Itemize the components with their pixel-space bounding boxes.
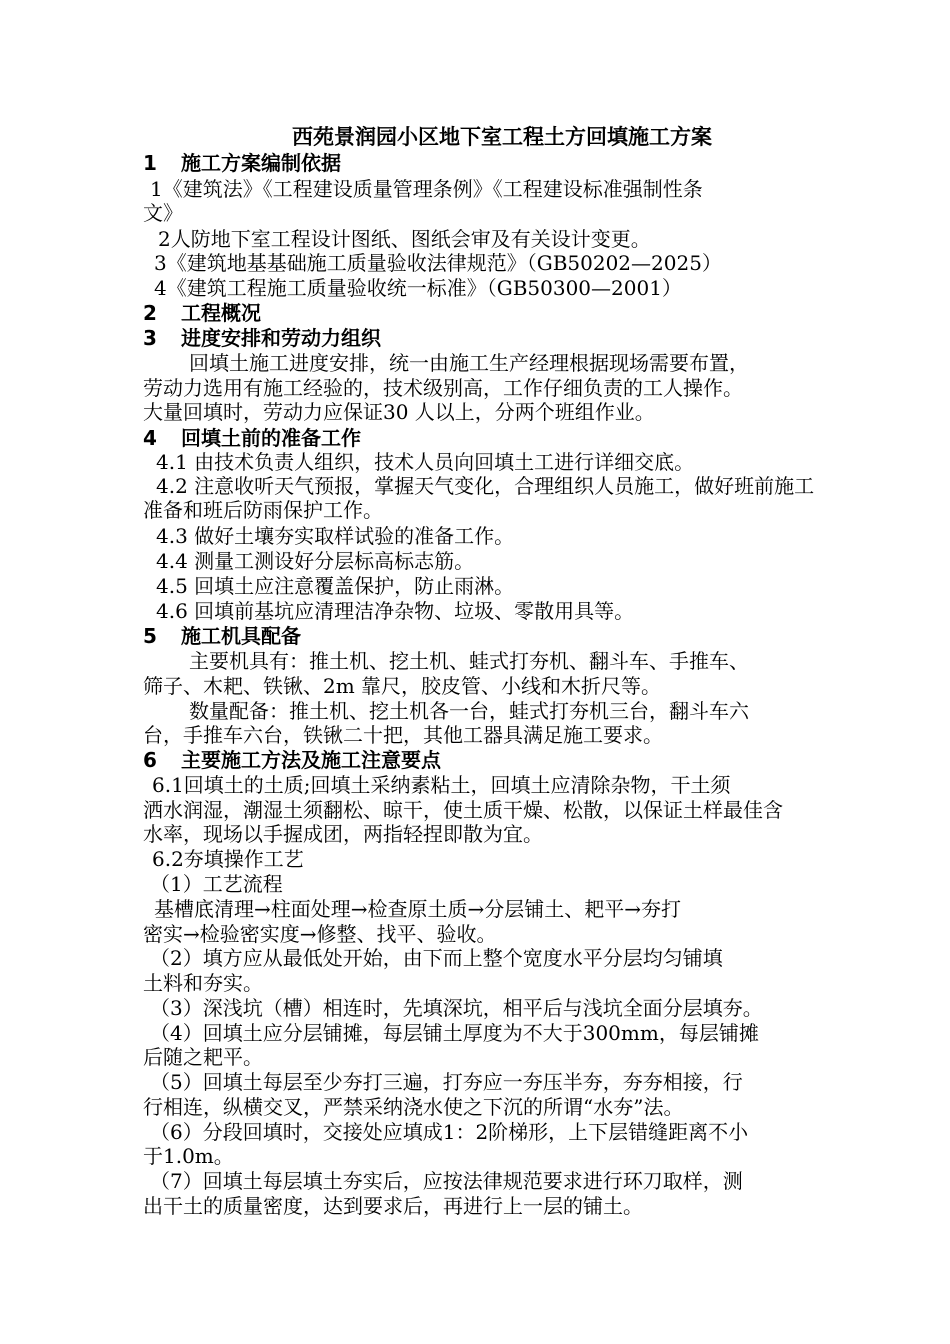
paragraph-line: 主要机具有：推土机、挖土机、蛙式打夯机、翻斗车、手推车、: [189, 649, 749, 673]
paragraph-line: 回填土施工进度安排，统一由施工生产经理根据现场需要布置，: [189, 351, 749, 375]
document-title: 西苑景润园小区地下室工程土方回填施工方案: [292, 125, 712, 149]
section-heading-4: [143, 426, 361, 451]
paragraph-line: 6.1回填土的土质;回填土采纳素粘土，回填土应清除杂物，干土须: [152, 773, 731, 797]
step-item: （5）回填土每层至少夯打三遍，打夯应一夯压半夯，夯夯相接，行: [150, 1070, 743, 1094]
step-item: （3）深浅坑（槽）相连时，先填深坑，相平后与浅坑全面分层填夯。: [150, 996, 763, 1020]
process-flow-cont: 密实→检验密实度→修整、找平、验收。: [143, 922, 497, 946]
step-item-cont: 行相连，纵横交叉，严禁采纳浇水使之下沉的所谓“水夯”法。: [143, 1095, 684, 1119]
prep-item-4-4: 4.4 测量工测设好分层标高标志筋。: [156, 549, 475, 573]
basis-item-1: 1《建筑法》《工程建设质量管理条例》《工程建设标准强制性条: [150, 177, 703, 201]
section-heading-2: [143, 301, 261, 326]
section-title: 工程概况: [181, 301, 261, 325]
section-number: 3: [143, 326, 157, 350]
basis-item-3: 3《建筑地基基础施工质量验收法律规范》（GB50202—2025）: [154, 251, 722, 275]
section-number: 4: [143, 426, 157, 450]
section-title: 回填土前的准备工作: [181, 426, 361, 450]
section-number: 5: [143, 624, 157, 648]
paragraph-line: 大量回填时，劳动力应保证30 人以上，分两个班组作业。: [143, 400, 655, 424]
step-item-cont: 后随之耙平。: [143, 1045, 263, 1069]
step-item-cont: 于1.0m。: [143, 1144, 234, 1168]
section-title: 施工机具配备: [181, 624, 301, 648]
section-heading-5: [143, 624, 301, 649]
paragraph-line: 数量配备：推土机、挖土机各一台，蛙式打夯机三台，翻斗车六: [189, 699, 749, 723]
section-heading-1: [143, 151, 341, 176]
paragraph-line: 水率，现场以手握成团，两指轻捏即散为宜。: [143, 822, 543, 846]
basis-item-2: 2人防地下室工程设计图纸、图纸会审及有关设计变更。: [158, 227, 651, 251]
paragraph-line: 筛子、木耙、铁锹、2m 靠尺，胶皮管、小线和木折尺等。: [143, 674, 662, 698]
section-number: 1: [143, 151, 157, 175]
step-item: （6）分段回填时，交接处应填成1：2阶梯形，上下层错缝距离不小: [150, 1120, 749, 1144]
section-number: 6: [143, 748, 157, 772]
section-title: 主要施工方法及施工注意要点: [181, 748, 441, 772]
subsection-heading: 6.2夯填操作工艺: [152, 847, 304, 871]
section-heading-3: [143, 326, 381, 351]
step-item-cont: 出干土的质量密度，达到要求后，再进行上一层的铺土。: [143, 1194, 643, 1218]
step-item: （1）工艺流程: [150, 872, 283, 896]
basis-item-1-cont: 文》: [143, 201, 183, 225]
step-item-cont: 土料和夯实。: [143, 971, 263, 995]
section-title: 施工方案编制依据: [181, 151, 341, 175]
basis-item-4: 4《建筑工程施工质量验收统一标准》（GB50300—2001）: [154, 276, 682, 300]
process-flow: 基槽底清理→柱面处理→检查原土质→分层铺土、耙平→夯打: [154, 897, 682, 921]
section-title: 进度安排和劳动力组织: [181, 326, 381, 350]
prep-item-4-2-cont: 准备和班后防雨保护工作。: [143, 498, 383, 522]
paragraph-line: 洒水润湿，潮湿土须翻松、晾干，使土质干燥、松散，以保证土样最佳含: [143, 798, 783, 822]
step-item: （2）填方应从最低处开始，由下而上整个宽度水平分层均匀铺填: [150, 946, 723, 970]
prep-item-4-2: 4.2 注意收听天气预报，掌握天气变化，合理组织人员施工，做好班前施工: [156, 474, 815, 498]
step-item: （4）回填土应分层铺摊，每层铺土厚度为不大于300mm，每层铺摊: [150, 1021, 759, 1045]
prep-item-4-6: 4.6 回填前基坑应清理洁净杂物、垃圾、零散用具等。: [156, 599, 635, 623]
step-item: （7）回填土每层填土夯实后，应按法律规范要求进行环刀取样，测: [150, 1169, 743, 1193]
prep-item-4-5: 4.5 回填土应注意覆盖保护，防止雨淋。: [156, 574, 515, 598]
paragraph-line: 劳动力选用有施工经验的，技术级别高，工作仔细负责的工人操作。: [143, 376, 743, 400]
prep-item-4-1: 4.1 由技术负责人组织，技术人员向回填土工进行详细交底。: [156, 450, 695, 474]
section-heading-6: [143, 748, 441, 773]
section-number: 2: [143, 301, 157, 325]
paragraph-line: 台，手推车六台，铁锹二十把，其他工器具满足施工要求。: [143, 723, 663, 747]
prep-item-4-3: 4.3 做好土壤夯实取样试验的准备工作。: [156, 524, 515, 548]
